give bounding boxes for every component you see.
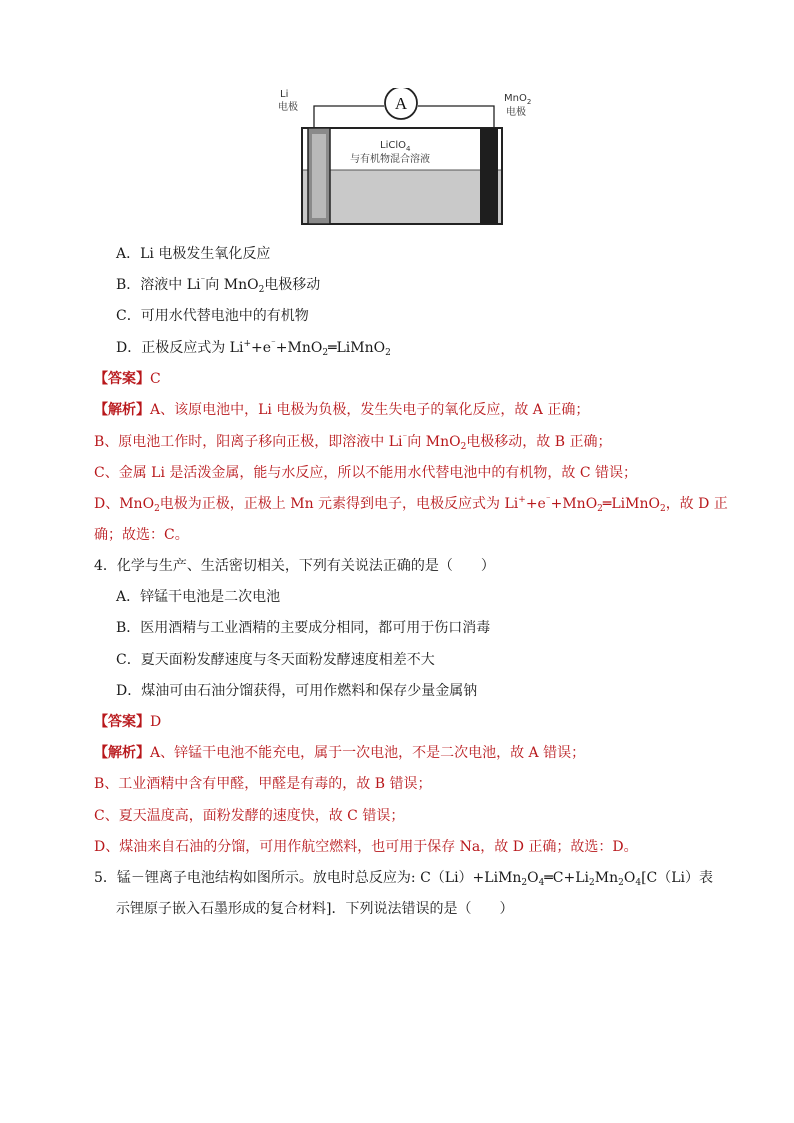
q3-option-a: A．Li 电极发生氧化反应 (116, 246, 271, 262)
q4-option-a: A．锌锰干电池是二次电池 (116, 589, 281, 605)
q5-stem-1: 5．锰－锂离子电池结构如图所示。放电时总反应为: $C(Li)+LiMn_2O_4═C+Li_2Mn_2O_4[C(Li)$表 (94, 870, 714, 888)
q3-option-b: B．溶液中 Li⁻向 MnO$_2$电极移动 (116, 276, 321, 295)
q4-analysis-1: 【解析】A、锌锰干电池不能充电，属于一次电池，不是二次电池，故 A 错误； (94, 745, 586, 761)
electrolyte-label-2: 与有机物混合溶液 (350, 154, 430, 165)
mno2-sub-label: 电极 (506, 107, 526, 118)
li-sub-label: 电极 (278, 102, 298, 113)
battery-diagram (276, 88, 536, 228)
mno2-electrode (480, 128, 498, 224)
q4-answer: 【答案】D (94, 714, 162, 730)
q3-analysis-3: C、金属 Li 是活泼金属，能与水反应，所以不能用水代替电池中的有机物，故 C 错误； (94, 465, 637, 481)
electrolyte-label-1: LiClO$_4$ (380, 140, 411, 153)
q4-option-c: C．夏天面粉发酵速度与冬天面粉发酵速度相差不大 (116, 652, 435, 668)
q3-analysis-2: B、原电池工作时，阳离子移向正极，即溶液中 Li⁻向 MnO$_2$电极移动，故 B 正确； (94, 433, 612, 452)
ammeter-label: A (394, 94, 408, 113)
q3-analysis-5: 确；故选：C。 (94, 527, 189, 543)
q4-option-d: D．煤油可由石油分馏获得，可用作燃料和保存少量金属钠 (116, 683, 478, 699)
q3-analysis-1: 【解析】A、该原电池中，Li 电极为负极，发生失电子的氧化反应，故 A 正确； (94, 402, 590, 418)
q3-answer: 【答案】C (94, 371, 161, 387)
electrolyte-solution (303, 170, 501, 223)
q4-stem: 4．化学与生产、生活密切相关，下列有关说法正确的是（ ） (94, 558, 495, 574)
mno2-label: MnO$_2$ (504, 93, 532, 106)
q4-analysis-4: D、煤油来自石油的分馏，可用作航空燃料，也可用于保存 Na，故 D 正确；故选：D。 (94, 839, 638, 855)
q4-option-b: B．医用酒精与工业酒精的主要成分相同，都可用于伤口消毒 (116, 620, 491, 636)
li-label: Li (280, 89, 289, 100)
q3-analysis-4: D、MnO$_2$电极为正极，正极上 Mn 元素得到电子，电极反应式为 Li++e⁻+MnO$_2$═LiMnO$_2$，故 D 正 (94, 495, 728, 514)
q3-option-d: D．正极反应式为 Li++e⁻+MnO$_2$═LiMnO$_2$ (116, 339, 391, 358)
q5-stem-2: 示锂原子嵌入石墨形成的复合材料]．下列说法错误的是（ ） (116, 901, 514, 917)
q3-option-c: C．可用水代替电池中的有机物 (116, 308, 309, 324)
q4-analysis-3: C、夏天温度高，面粉发酵的速度快，故 C 错误； (94, 808, 405, 824)
q4-analysis-2: B、工业酒精中含有甲醛，甲醛是有毒的，故 B 错误； (94, 776, 432, 792)
